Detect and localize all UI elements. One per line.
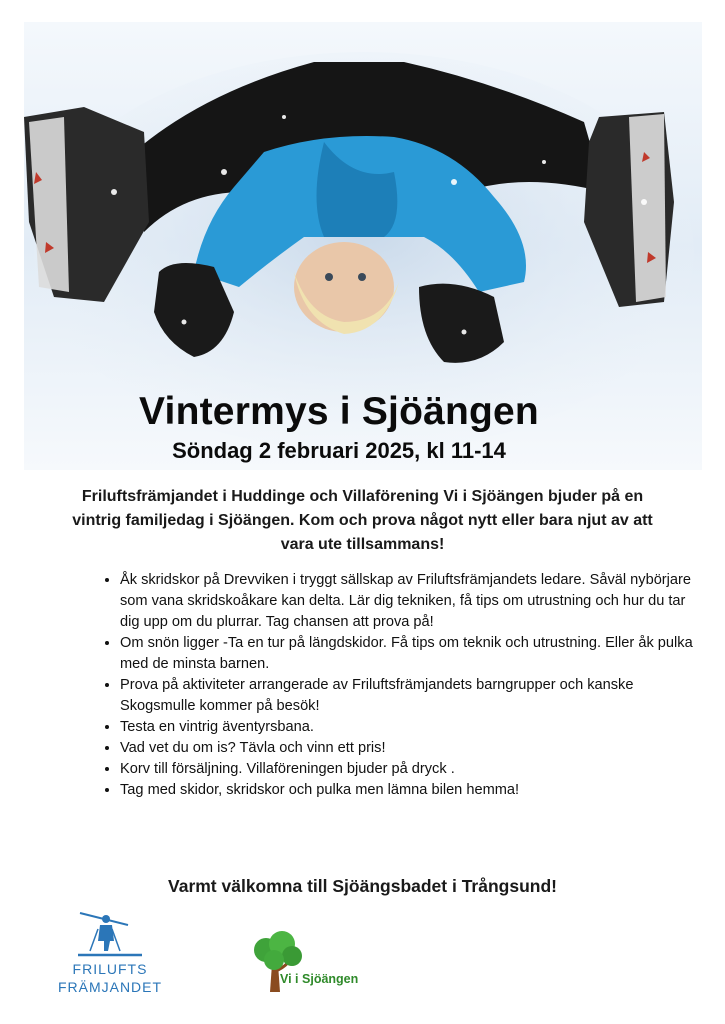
friluftsframjandet-logo: [50, 905, 170, 1005]
logo-text-line1: FRILUFTS: [72, 961, 148, 977]
logo-text: Vi i Sjöängen: [280, 972, 359, 986]
vi-i-sjoangen-logo: [250, 930, 390, 1000]
list-item: • Om snön ligger -Ta en tur på längdskidor. Få tips om teknik och utrustning. Eller åk pulka med de minsta barnen.: [120, 633, 705, 675]
list-item: • Korv till försäljning. Villaföreningen bjuder på dryck .: [120, 759, 705, 780]
list-item: • Åk skridskor på Drevviken i tryggt sällskap av Friluftsfrämjandets ledare. Såväl nybörjare som vana skridskoåkare kan delta. Lär dig tekniken, få tips om utrustning och hur du tar dig upp om du plurrar. Tag chansen att prova på!: [120, 570, 705, 633]
list-item: • Tag med skidor, skridskor och pulka men lämna bilen hemma!: [120, 780, 705, 801]
list-item: • Testa en vintrig äventyrsbana.: [120, 717, 705, 738]
list-item: • Prova på aktiviteter arrangerade av Friluftsfrämjandets barngrupper och kanske Skogsmulle kommer på besök!: [120, 675, 705, 717]
logo-text-line2: FRÄMJANDET: [57, 979, 163, 995]
welcome-message: Varmt välkomna till Sjöängsbadet i Trångsund!: [168, 876, 557, 896]
activity-list: [100, 570, 705, 801]
list-item: • Vad vet du om is? Tävla och vinn ett pris!: [120, 738, 705, 759]
event-title: Vintermys i Sjöängen: [139, 390, 539, 433]
skier-icon: [50, 905, 170, 965]
intro-paragraph: Friluftsfrämjandet i Huddinge och Villaförening Vi i Sjöängen bjuder på en vintrig familjedag i Sjöängen. Kom och prova något nytt eller bara njut av att vara ute tillsammans!: [72, 488, 653, 553]
event-date: Söndag 2 februari 2025, kl 11-14: [172, 438, 506, 463]
